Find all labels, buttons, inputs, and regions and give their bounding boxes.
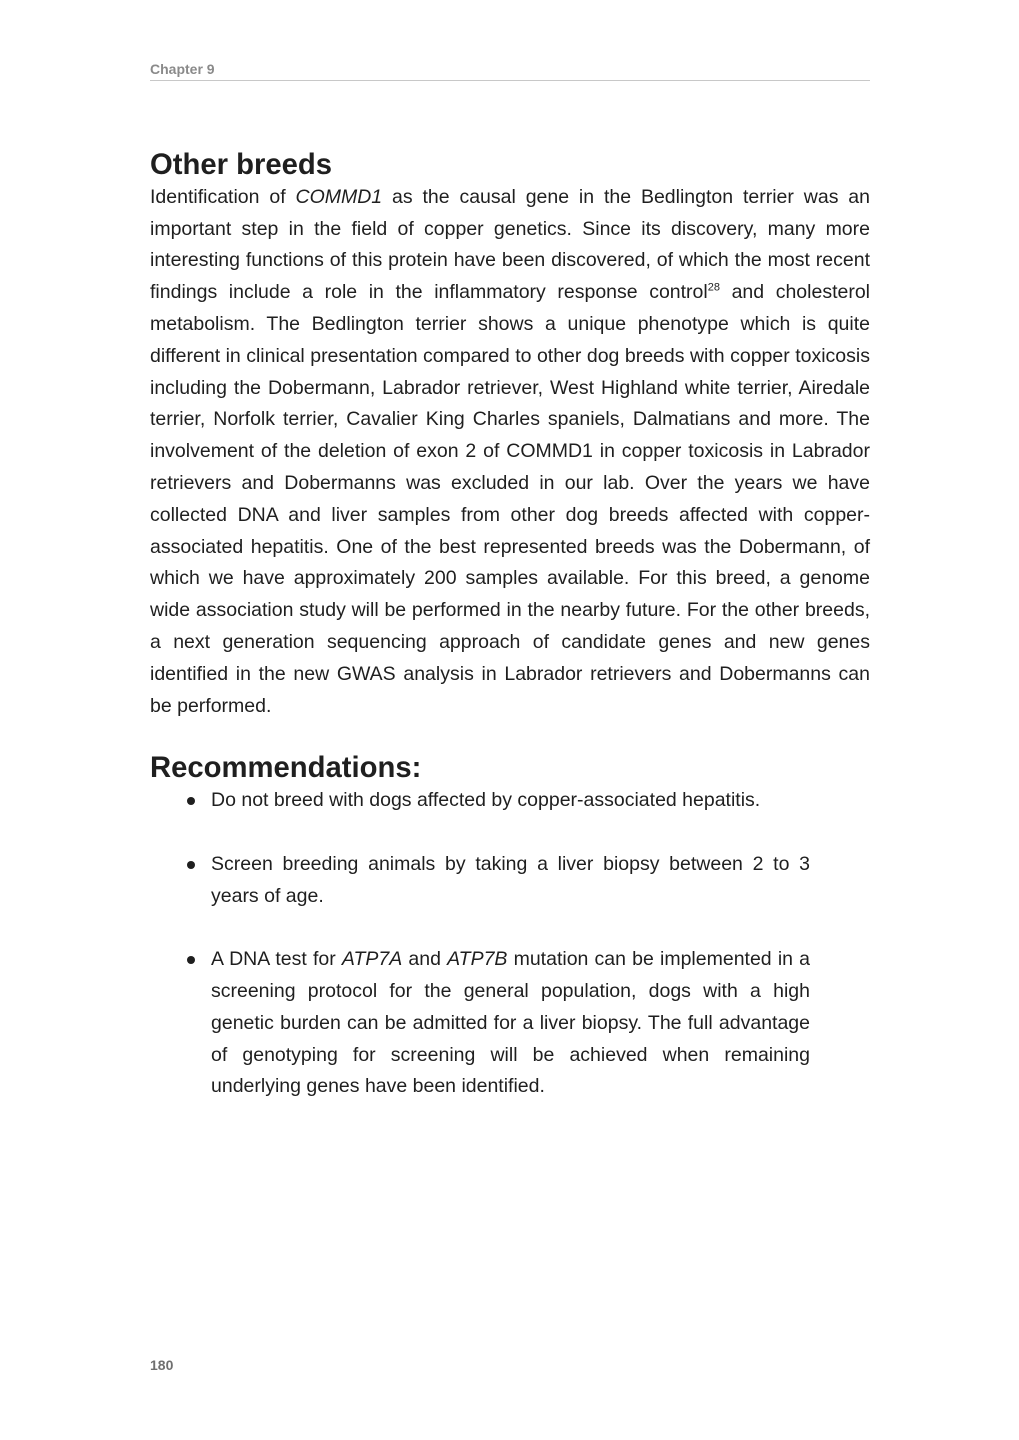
list-item <box>150 944 810 1103</box>
recommendation-text-and: and <box>402 948 448 971</box>
gene-name-atp7a: ATP7A <box>341 948 403 971</box>
citation-reference: 28 <box>707 281 720 294</box>
gene-name-atp7b: ATP7B <box>447 948 508 971</box>
recommendation-text-start: A DNA test for <box>211 948 342 971</box>
gene-name-commd1: COMMD1 <box>295 185 383 208</box>
bullet-icon <box>187 797 195 805</box>
paragraph-text-end: and cholesterol metabolism. The Bedlington terrier shows a unique phenotype which is quite different in clinical presentation compared to other dog breeds with copper toxicosis including the Dobermann, Labrador retriever, West Highland white terrier, Airedale terrier, Norfolk terrier, Cavalier King Charles spaniels, Dalmatians and more. The involvement of the deletion of exon 2 of COMMD1 in copper toxicosis in Labrador retrievers and Dobermanns was excluded in our lab. Over the years we have collected DNA and liver samples from other dog breeds affected with copper-associated hepatitis. One of the best represented breeds was the Dobermann, of which we have approximately 200 samples available. For this breed, a genome wide association study will be performed in the nearby future. For the other breeds, a next generation sequencing approach of candidate genes and new genes identified in the new GWAS analysis in Labrador retrievers and Dobermanns can be performed. <box>150 281 870 717</box>
recommendations-heading: Recommendations: <box>150 752 422 785</box>
recommendation-text-end: mutation can be implemented in a screening protocol for the general population, dogs with a high genetic burden can be admitted for a liver biopsy. The full advantage of genotyping for screening will be achieved when remaining underlying genes have been identified. <box>211 948 811 1098</box>
list-item <box>150 785 810 817</box>
section-heading: Other breeds <box>150 149 333 181</box>
paragraph-text-middle: as the causal gene in the Bedlington terrier was an important step in the field of copper genetics. Since its discovery, many more interesting functions of this protein have been discovered, of which the most recent findings include a role in the inflammatory response control <box>150 185 870 304</box>
paragraph-text-start: Identification of <box>150 185 296 208</box>
running-head: Chapter 9 <box>150 61 215 77</box>
bullet-icon <box>187 956 195 964</box>
page-number: 180 <box>150 1357 174 1373</box>
page-body <box>150 150 870 1135</box>
recommendations-list <box>150 785 870 1103</box>
page-header <box>150 60 870 81</box>
bullet-icon <box>187 861 195 869</box>
list-item <box>150 849 810 913</box>
body-paragraph <box>150 182 870 723</box>
recommendation-text: Screen breeding animals by taking a liver biopsy between 2 to 3 years of age. <box>211 852 810 907</box>
recommendation-text: Do not breed with dogs affected by copper-associated hepatitis. <box>211 789 761 812</box>
